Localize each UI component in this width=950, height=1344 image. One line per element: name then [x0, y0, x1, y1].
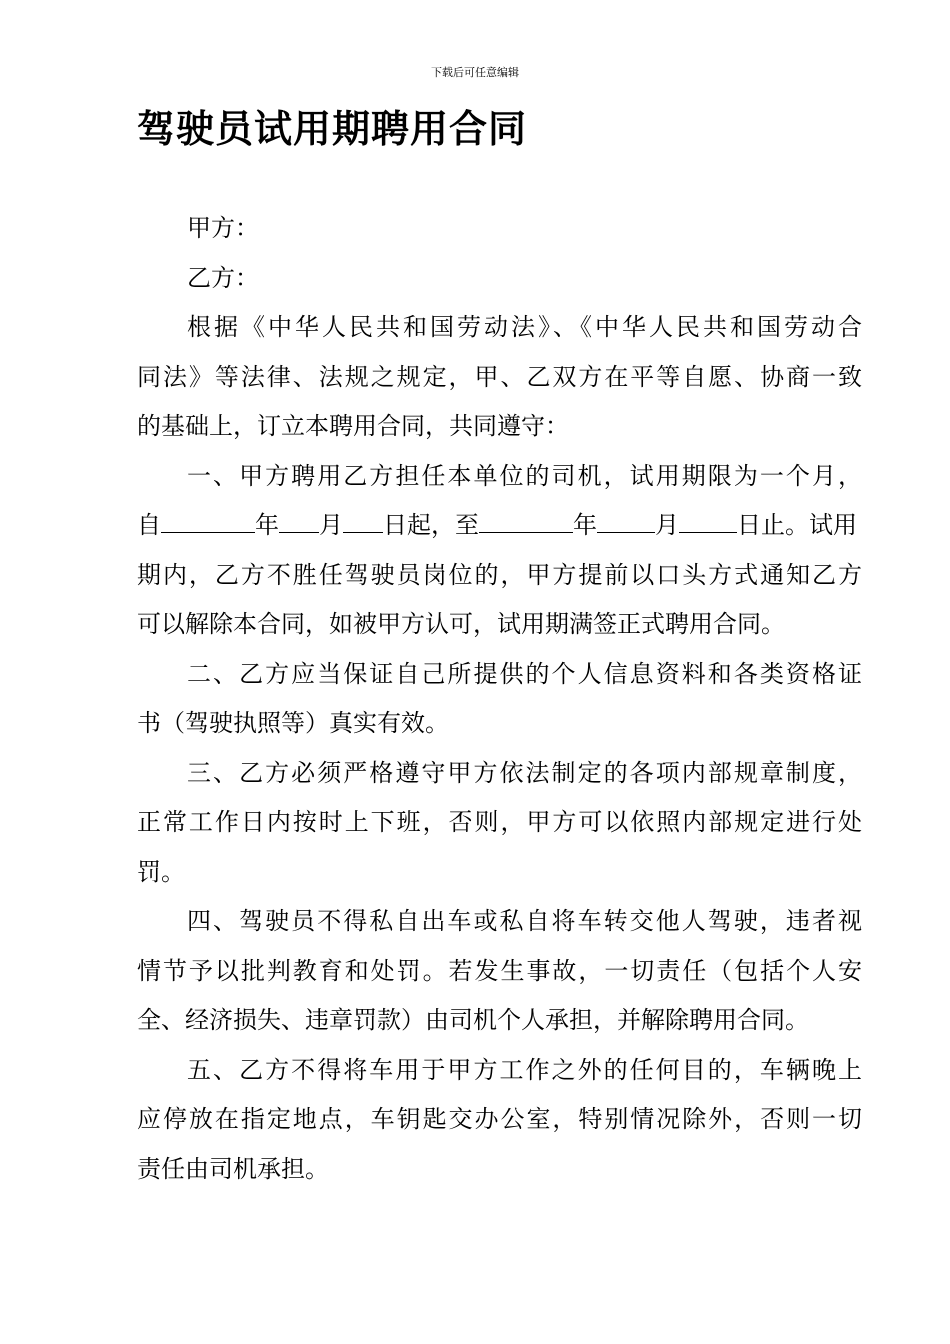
end-day-blank — [679, 510, 737, 533]
clause-3-line-2: 正常工作日内按时上下班，否则，甲方可以依照内部规定进行处 — [137, 808, 862, 836]
party-a-label: 甲方： — [187, 214, 259, 242]
date-month-label: 月 — [319, 511, 343, 539]
clause-4-line-3: 全、经济损失、违章罚款）由司机个人承担，并解除聘用合同。 — [137, 1006, 809, 1034]
end-month-blank — [597, 510, 655, 533]
clause-1-date-line — [137, 501, 862, 551]
date-day-end-label: 日止。试用 — [737, 511, 857, 539]
intro-line-3: 的基础上，订立本聘用合同，共同遵守： — [137, 412, 569, 440]
clause-5-line-3: 责任由司机承担。 — [137, 1154, 329, 1183]
start-month-blank — [279, 510, 319, 533]
clause-1-line-1: 一、甲方聘用乙方担任本单位的司机，试用期限为一个月， — [187, 461, 862, 490]
clause-1-line-3: 期内，乙方不胜任驾驶员岗位的，甲方提前以口头方式通知乙方 — [137, 560, 862, 589]
clause-3-line-3: 罚。 — [137, 857, 185, 886]
clause-5-line-2: 应停放在指定地点，车钥匙交办公室，特别情况除外，否则一切 — [137, 1105, 862, 1133]
clause-4-line-2: 情节予以批判教育和处罚。若发生事故，一切责任（包括个人安 — [137, 956, 862, 985]
contract-body — [137, 204, 862, 1194]
start-day-blank — [343, 510, 383, 533]
start-year-blank — [161, 510, 255, 533]
intro-line-1: 根据《中华人民共和国劳动法》、《中华人民共和国劳动合 — [187, 313, 862, 341]
clause-2-line-1: 二、乙方应当保证自己所提供的个人信息资料和各类资格证 — [187, 659, 862, 688]
date-month2-label: 月 — [655, 511, 679, 539]
clause-1-line-4: 可以解除本合同，如被甲方认可，试用期满签正式聘用合同。 — [137, 610, 785, 638]
date-year2-label: 年 — [573, 511, 597, 539]
clause-3-line-1: 三、乙方必须严格遵守甲方依法制定的各项内部规章制度， — [187, 758, 862, 787]
date-day-start-label: 日起，至 — [383, 511, 479, 539]
date-from-label: 自 — [137, 511, 161, 539]
party-b-label: 乙方： — [187, 263, 259, 292]
document-title: 驾驶员试用期聘用合同 — [137, 107, 528, 151]
clause-2-line-2: 书（驾驶执照等）真实有效。 — [137, 709, 449, 737]
clause-5-line-1: 五、乙方不得将车用于甲方工作之外的任何目的，车辆晚上 — [187, 1055, 862, 1084]
end-year-blank — [479, 510, 573, 533]
clause-4-line-1: 四、驾驶员不得私自出车或私自将车转交他人驾驶，违者视 — [187, 907, 862, 935]
header-note: 下载后可任意编辑 — [431, 66, 519, 79]
intro-line-2: 同法》等法律、法规之规定，甲、乙双方在平等自愿、协商一致 — [137, 362, 862, 391]
date-year-label: 年 — [255, 511, 279, 539]
